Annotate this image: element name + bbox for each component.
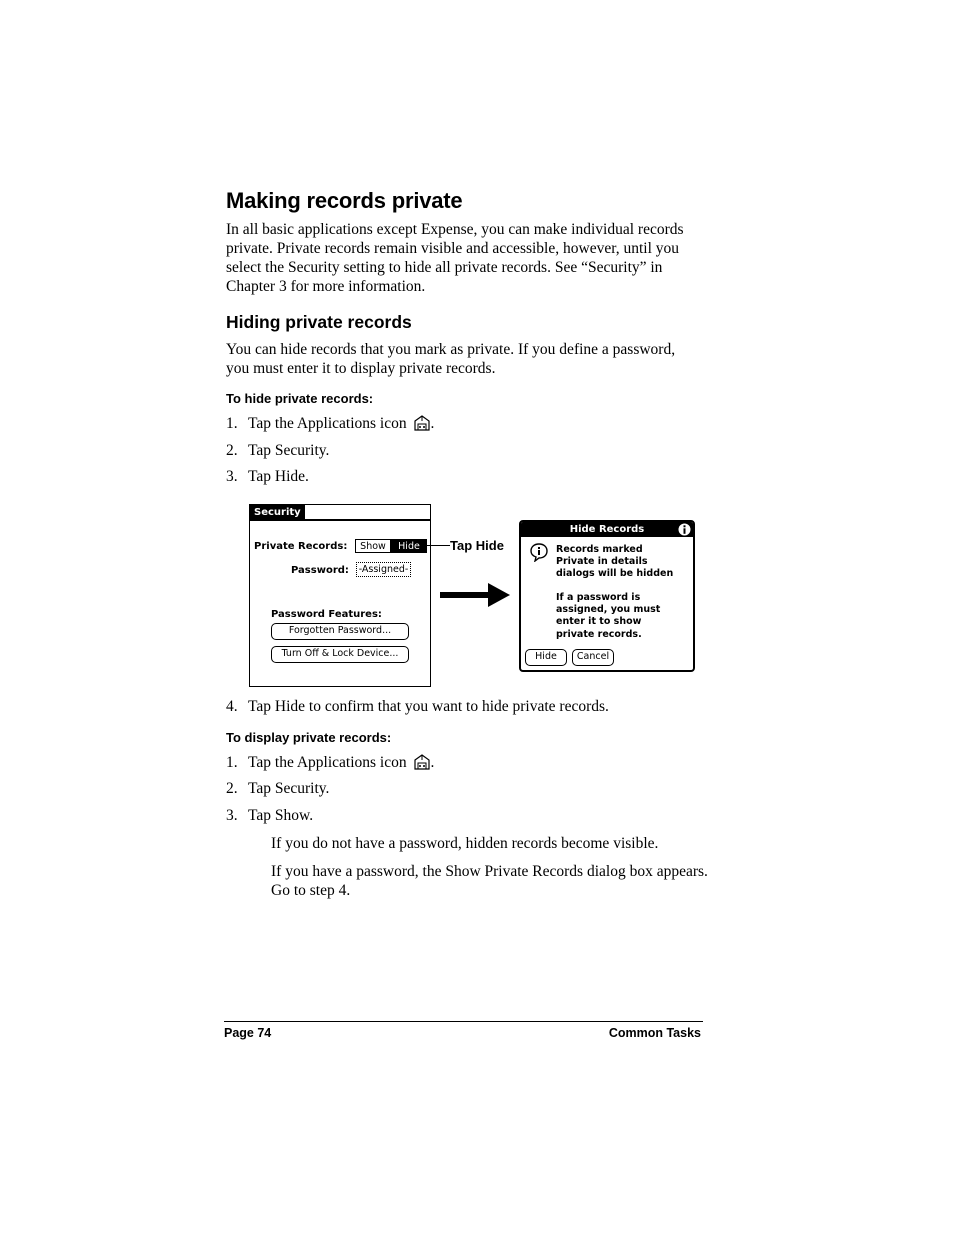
- hide-button[interactable]: Hide: [391, 539, 427, 553]
- step-text: Tap Security.: [248, 780, 330, 797]
- show-button[interactable]: Show: [355, 539, 391, 553]
- message-line: enter it to show: [556, 616, 642, 628]
- step-text: Tap Show.: [248, 807, 314, 824]
- dialog-message-2: [556, 592, 691, 641]
- title-underline: [250, 519, 430, 521]
- password-features-label: Password Features:: [271, 609, 382, 620]
- message-line: If a password is: [556, 592, 641, 603]
- section-heading: Hiding private records: [226, 312, 412, 332]
- message-line: assigned, you must: [556, 604, 661, 616]
- callout-line: [426, 545, 450, 546]
- display-step-1: [226, 753, 434, 772]
- security-title: Security: [250, 505, 305, 520]
- right-arrow-icon: [440, 581, 512, 609]
- footer-section-title: Common Tasks: [608, 1026, 701, 1040]
- message-line: dialogs will be hidden: [556, 568, 674, 580]
- message-line: Private in details: [556, 556, 648, 568]
- dialog-message-1: [556, 544, 691, 581]
- step-number: 2.: [226, 780, 238, 797]
- step-number: 4.: [226, 698, 238, 715]
- step-text: Tap the Applications icon: [248, 754, 407, 771]
- display-step-3: [226, 806, 313, 825]
- private-records-label: Private Records:: [254, 541, 348, 552]
- display-procedure-title: To display private records:: [226, 730, 392, 745]
- step-number: 3.: [226, 807, 238, 824]
- security-screen: [249, 504, 431, 687]
- step-punct: .: [430, 415, 435, 432]
- step-text: Tap Hide to confirm that you want to hide private records.: [248, 698, 609, 715]
- message-line: private records.: [556, 628, 642, 640]
- message-line: Records marked: [556, 544, 643, 555]
- hide-step-2: [226, 441, 329, 460]
- step-text: Tap the Applications icon: [248, 415, 407, 432]
- step-number: 1.: [226, 754, 238, 771]
- step-text: Tap Hide.: [248, 468, 309, 485]
- display-note-1: If you do not have a password, hidden records become visible.: [271, 835, 659, 852]
- footer-rule: [224, 1021, 703, 1022]
- step-number: 2.: [226, 442, 238, 459]
- step-number: 1.: [226, 415, 238, 432]
- display-step-2: [226, 779, 329, 798]
- hide-step-4: [226, 697, 609, 716]
- hide-step-1: [226, 414, 434, 433]
- info-bubble-icon: [529, 542, 549, 562]
- intro-paragraph: In all basic applications except Expense, you can make individual records private. Private records remain visible and accessible, however, until you select the Security setting to hide all private records. See “Security” in Chapter 3 for more information.: [226, 221, 684, 295]
- display-note-2: If you have a password, the Show Private Records dialog box appears. Go to step 4.: [271, 863, 708, 899]
- page-heading: Making records private: [226, 188, 463, 213]
- step-number: 3.: [226, 468, 238, 485]
- hide-records-dialog: [519, 520, 695, 672]
- tap-hide-callout: Tap Hide: [450, 538, 504, 553]
- hide-procedure-title: To hide private records:: [226, 391, 374, 406]
- applications-icon: [413, 754, 431, 770]
- step-text: Tap Security.: [248, 442, 330, 459]
- step-punct: .: [430, 754, 435, 771]
- password-field[interactable]: -Assigned-: [356, 562, 411, 577]
- footer-page-number: Page 74: [224, 1026, 272, 1040]
- dialog-hide-button[interactable]: Hide: [525, 649, 567, 666]
- section-intro: You can hide records that you mark as private. If you define a password, you must enter it to display private records.: [226, 341, 676, 377]
- dialog-title: Hide Records: [521, 522, 693, 537]
- hide-step-3: [226, 467, 309, 486]
- applications-icon: [413, 415, 431, 431]
- password-label: Password:: [291, 565, 349, 576]
- forgotten-password-button[interactable]: Forgotten Password...: [271, 623, 409, 640]
- info-icon[interactable]: [678, 523, 691, 536]
- turn-off-lock-button[interactable]: Turn Off & Lock Device...: [271, 646, 409, 663]
- dialog-cancel-button[interactable]: Cancel: [572, 649, 614, 666]
